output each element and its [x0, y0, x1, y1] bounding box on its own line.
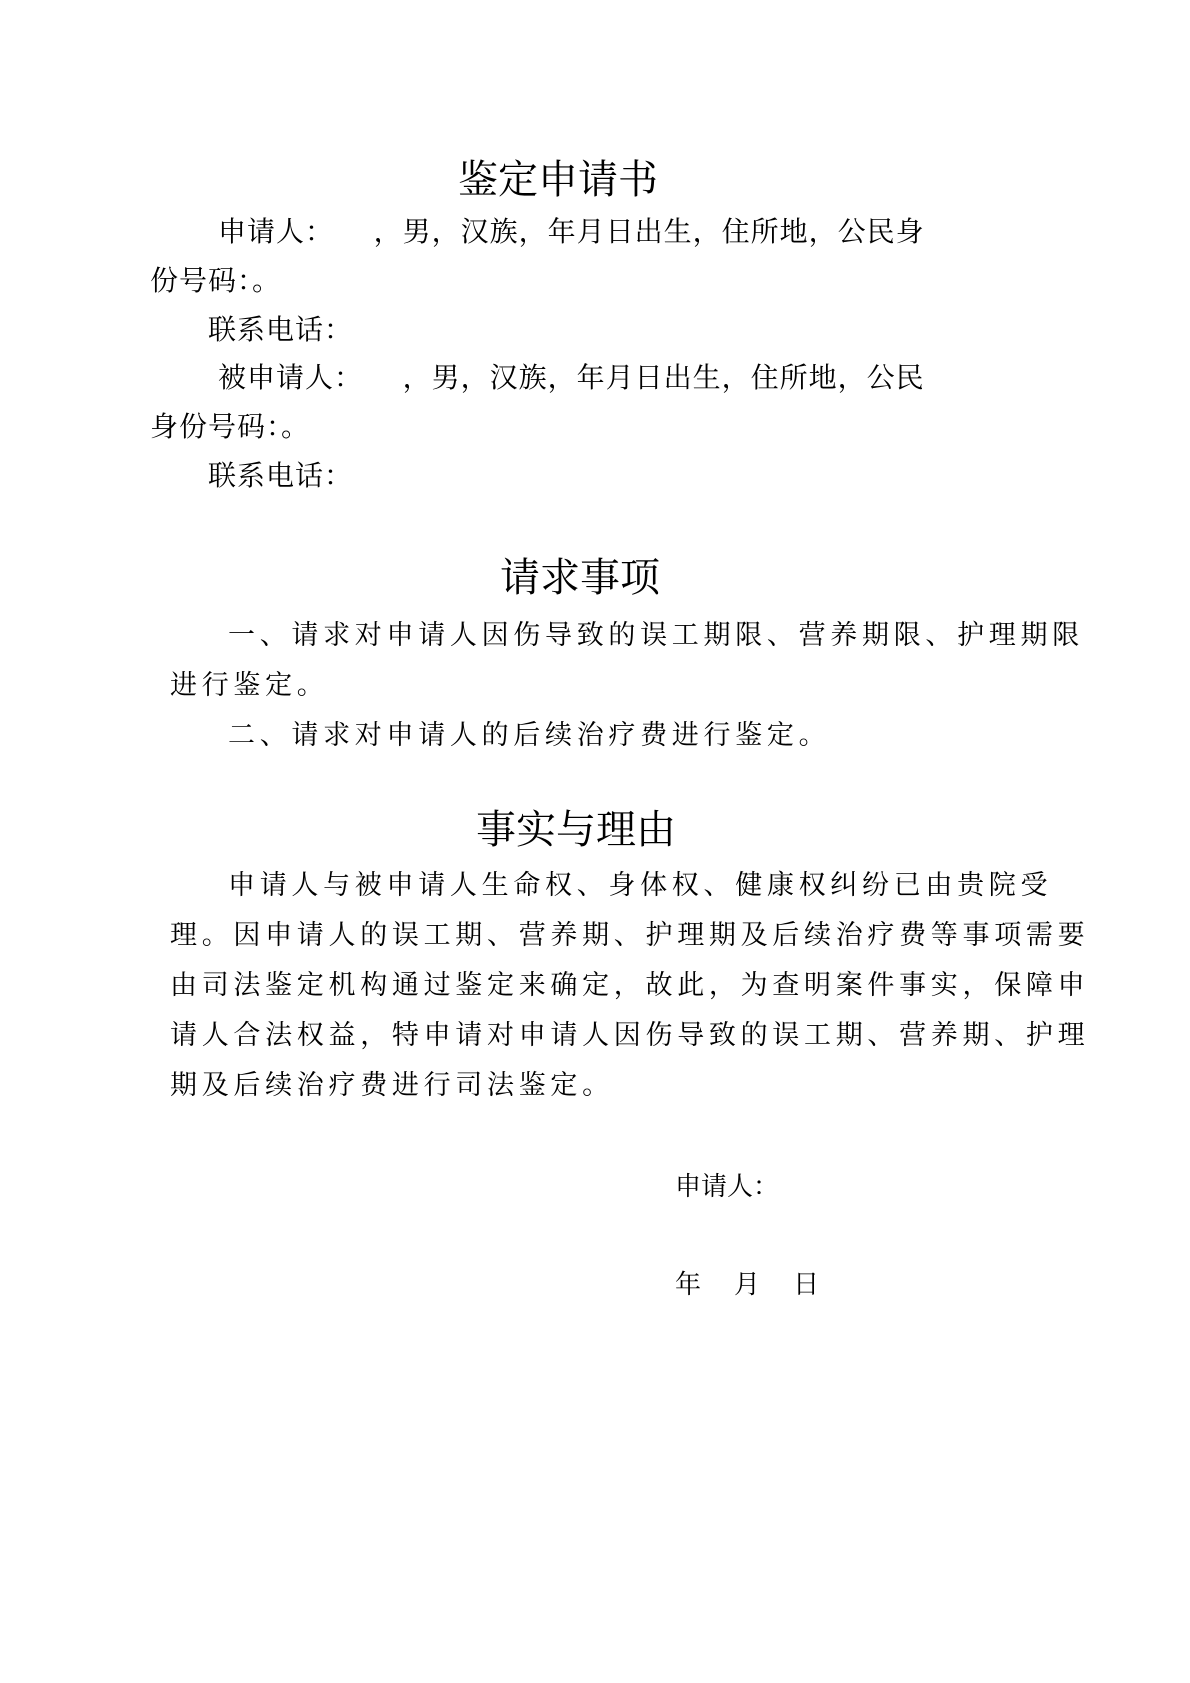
request-item-1-line-2: 进行鉴定。 [170, 670, 329, 701]
signature-date: 年 月 日 [675, 1270, 820, 1300]
facts-line: 理。因申请人的误工期、营养期、护理期及后续治疗费等事项需要 [170, 920, 1090, 951]
facts-line: 期及后续治疗费进行司法鉴定。 [170, 1070, 614, 1101]
requests-heading: 请求事项 [500, 555, 660, 601]
facts-line: 由司法鉴定机构通过鉴定来确定，故此，为查明案件事实，保障申 [170, 970, 1090, 1001]
signature-applicant-label: 申请人： [675, 1172, 780, 1202]
applicant-info-line-2: 份号码：。 [150, 264, 282, 297]
respondent-info-line-2: 身份号码：。 [150, 410, 311, 443]
document-title: 鉴定申请书 [458, 157, 658, 203]
respondent-phone: 联系电话： [208, 459, 354, 492]
facts-heading: 事实与理由 [476, 807, 676, 853]
facts-line: 申请人与被申请人生命权、身体权、健康权纠纷已由贵院受 [228, 870, 1053, 901]
facts-line: 请人合法权益，特申请对申请人因伤导致的误工期、营养期、护理 [170, 1020, 1090, 1051]
request-item-1-line-1: 一、请求对申请人因伤导致的误工期限、营养期限、护理期限 [228, 620, 1084, 651]
applicant-phone: 联系电话： [208, 313, 354, 346]
request-item-2: 二、请求对申请人的后续治疗费进行鉴定。 [228, 720, 831, 751]
respondent-info-line-1: 被申请人： ，男，汉族，年月日出生，住所地，公民 [218, 361, 925, 394]
applicant-info-line-1: 申请人： ，男，汉族，年月日出生，住所地，公民身 [218, 215, 925, 248]
